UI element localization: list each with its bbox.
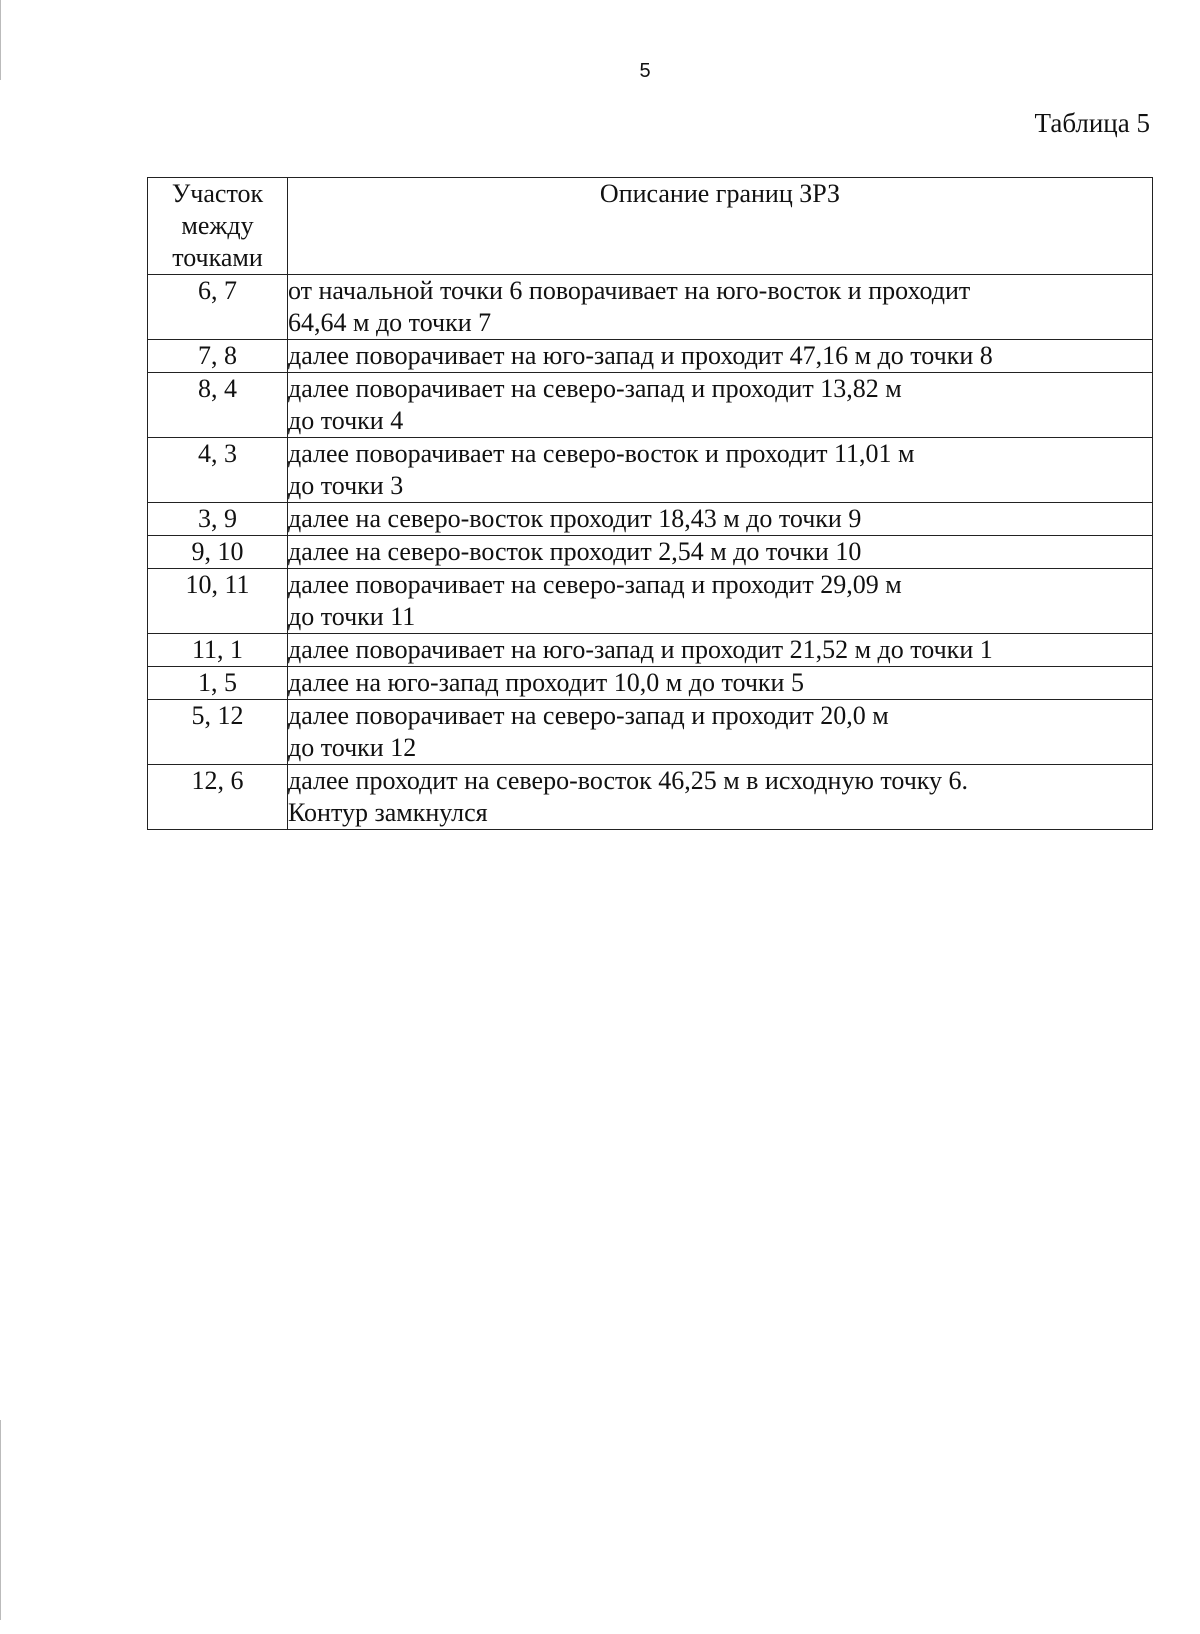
segment-header-line: точками: [172, 243, 263, 272]
table-row: [148, 667, 1153, 700]
table-row: [148, 275, 1153, 340]
segment-cell: 7, 8: [148, 340, 288, 373]
description-cell: [288, 569, 1153, 634]
segment-column-header: [148, 178, 288, 275]
description-line: далее поворачивает на северо-запад и проходит 13,82 м: [288, 374, 902, 403]
segment-cell: 8, 4: [148, 373, 288, 438]
segment-cell: 4, 3: [148, 438, 288, 503]
segment-cell: 11, 1: [148, 634, 288, 667]
segment-cell: 9, 10: [148, 536, 288, 569]
description-cell: [288, 503, 1153, 536]
description-cell: [288, 634, 1153, 667]
segment-header-line: Участок: [171, 179, 264, 208]
description-cell: [288, 667, 1153, 700]
segment-cell: 5, 12: [148, 700, 288, 765]
page-number: 5: [639, 60, 651, 82]
description-cell: [288, 340, 1153, 373]
description-line: далее на северо-восток проходит 2,54 м до точки 10: [288, 537, 862, 566]
segment-cell: 6, 7: [148, 275, 288, 340]
segment-cell: 12, 6: [148, 765, 288, 830]
description-line: до точки 4: [288, 406, 404, 435]
description-line: далее поворачивает на юго-запад и проходит 21,52 м до точки 1: [288, 635, 993, 664]
description-line: далее поворачивает на северо-запад и проходит 20,0 м: [288, 701, 889, 730]
segment-cell: 1, 5: [148, 667, 288, 700]
table-row: [148, 765, 1153, 830]
segment-cell: 10, 11: [148, 569, 288, 634]
table-row: [148, 569, 1153, 634]
table-row: [148, 700, 1153, 765]
table-row: [148, 536, 1153, 569]
description-line: до точки 11: [288, 602, 416, 631]
description-line: далее поворачивает на юго-запад и проходит 47,16 м до точки 8: [288, 341, 993, 370]
table-body: [148, 275, 1153, 830]
table-row: [148, 438, 1153, 503]
description-cell: [288, 765, 1153, 830]
description-line: далее проходит на северо-восток 46,25 м в исходную точку 6.: [288, 766, 969, 795]
segment-header-line: между: [181, 211, 254, 240]
description-cell: [288, 700, 1153, 765]
description-line: далее поворачивает на северо-запад и проходит 29,09 м: [288, 570, 902, 599]
boundary-table: [147, 177, 1153, 830]
description-cell: [288, 536, 1153, 569]
segment-cell: 3, 9: [148, 503, 288, 536]
table-row: [148, 340, 1153, 373]
description-line: Контур замкнулся: [288, 798, 488, 827]
scan-edge-mark: [0, 1420, 3, 1620]
table-header-row: [148, 178, 1153, 275]
description-line: до точки 12: [288, 733, 417, 762]
description-line: до точки 3: [288, 471, 404, 500]
description-cell: [288, 373, 1153, 438]
description-line: далее поворачивает на северо-восток и проходит 11,01 м: [288, 439, 915, 468]
description-cell: [288, 438, 1153, 503]
description-line: далее на северо-восток проходит 18,43 м до точки 9: [288, 504, 862, 533]
table-caption: Таблица 5: [1034, 108, 1150, 138]
description-line: 64,64 м до точки 7: [288, 308, 492, 337]
description-line: от начальной точки 6 поворачивает на юго-восток и проходит: [288, 276, 971, 305]
description-column-header: Описание границ ЗРЗ: [288, 178, 1153, 275]
description-cell: [288, 275, 1153, 340]
table-row: [148, 634, 1153, 667]
table-row: [148, 373, 1153, 438]
description-line: далее на юго-запад проходит 10,0 м до точки 5: [288, 668, 804, 697]
table-row: [148, 503, 1153, 536]
